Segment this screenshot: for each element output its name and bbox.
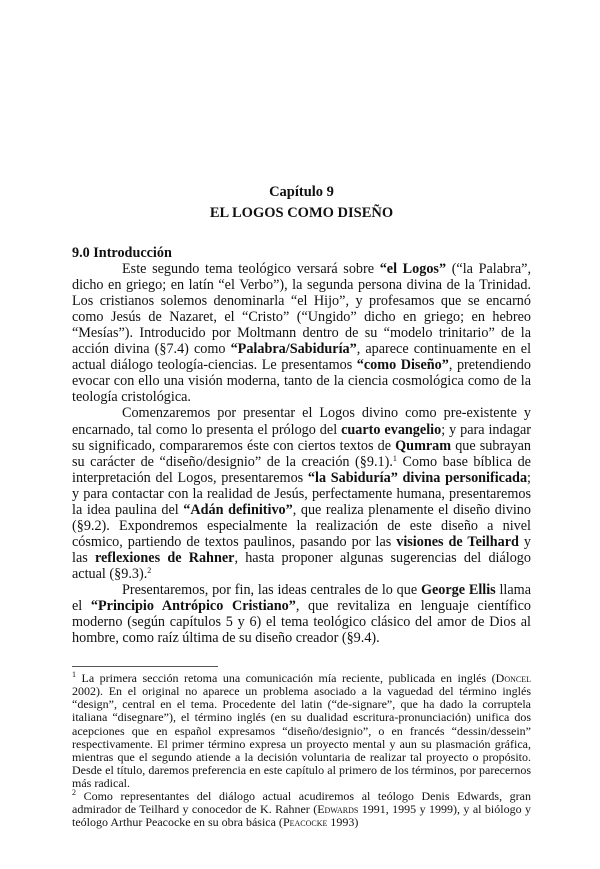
text-run: , que revitaliza en lenguaje científico moderno (según capítulos 5 y 6) el tema teológico clásico del amor de Dios al hombre, como raíz última de su diseño creador (§9.4). bbox=[72, 598, 531, 647]
citation-author: Edwards bbox=[317, 802, 359, 817]
section-body bbox=[72, 245, 531, 646]
text-run: 1993) bbox=[327, 815, 359, 830]
text-run: Este segundo tema teológico versará sobre bbox=[122, 261, 380, 278]
footnote-mark: 2 bbox=[72, 788, 76, 798]
text-run: ; y para indagar su significado, compararemos éste con ciertos textos de bbox=[72, 421, 532, 454]
text-run: Presentaremos, por fin, las ideas centrales de lo que bbox=[122, 581, 421, 598]
bold-term: “Palabra/Sabiduría” bbox=[230, 341, 357, 358]
bold-term: “la Sabiduría” divina personificada bbox=[307, 469, 528, 486]
bold-term: cuarto evangelio bbox=[341, 421, 442, 438]
footnote-mark: 1 bbox=[72, 670, 76, 680]
footnote bbox=[72, 672, 531, 790]
footnotes bbox=[72, 672, 531, 829]
bold-term: George Ellis bbox=[420, 581, 496, 598]
bold-term: “Adán definitivo” bbox=[183, 501, 293, 518]
text-run: 1991, 1995 y 1999), y al biólogo y teólogo Arthur Peacocke en su obra básica ( bbox=[72, 802, 531, 830]
bold-term: “el Logos” bbox=[379, 261, 447, 278]
text-run: La primera sección retoma una comunicación mía reciente, publicada en inglés ( bbox=[76, 671, 496, 686]
section-heading: 9.0 Introducción bbox=[72, 245, 172, 261]
text-run: (“la Palabra”, dicho en griego; en latín “el Verbo”), la segunda persona divina de la Trinidad. Los cristianos solemos denominarla “el Hijo”, y profesamos que se encarnó como Jesús de Nazaret, el “Cristo” (“Ungido” dicho en griego; en hebreo “Mesías”). Introducido por Moltmann dentro de su “modelo trinitario” de la acción divina (§7.4) como bbox=[72, 261, 531, 358]
chapter-number: Capítulo 9 bbox=[269, 184, 334, 200]
text-run: Como base bíblica de interpretación del Logos, presentaremos bbox=[72, 453, 531, 486]
paragraph bbox=[72, 405, 531, 582]
footnote-separator bbox=[72, 666, 218, 667]
text-run: , aparece continuamente en el actual diálogo teología-ciencias. Le presentamos bbox=[72, 341, 532, 374]
text-run: y las bbox=[72, 533, 531, 566]
citation-author: Peacocke bbox=[282, 815, 328, 830]
bold-term: visiones de Teilhard bbox=[396, 533, 519, 550]
text-run: Como representantes del diálogo actual acudiremos al teólogo Denis Edwards, gran admirador de Teilhard y conocedor de K. Rahner ( bbox=[72, 789, 531, 817]
paragraph bbox=[72, 261, 531, 405]
text-run: que subrayan su carácter de “diseño/designio” de la creación (§9.1). bbox=[72, 437, 532, 470]
footnote-ref: 2 bbox=[147, 565, 152, 575]
text-run: , pretendiendo evocar con ello una visión moderna, tanto de la ciencia cosmológica como de la teología cristológica. bbox=[72, 357, 531, 406]
footnote-ref: 1 bbox=[392, 453, 397, 463]
text-run: 2002). En el original no aparece un problema asociado a la vaguedad del término inglés “design”, central en el tema. Procedente del latin (“de-signare”, que ha dado la corruptela italiana “disegnare”), el término inglés (en su dualidad escritura-pronunciación) unifica dos acepciones que en español expresamos “diseño/designio”, o en francés “dessin/dessein” respectivamente. El primer término expresa un proyecto mental y aun su plasmación gráfica, mientras que el segundo atiende a la decisión voluntaria de realizar tal proyecto o propósito. Desde el título, daremos preferencia en este capítulo al primero de los términos, por parecernos más radical. bbox=[72, 684, 531, 790]
text-run: Comenzaremos por presentar el Logos divino como pre-existente y encarnado, tal como lo presenta el prólogo del bbox=[72, 405, 531, 438]
page-spacer bbox=[72, 646, 531, 666]
bold-term: “como Diseño” bbox=[356, 357, 449, 374]
footnote bbox=[72, 790, 531, 829]
bold-term: reflexiones de Rahner bbox=[94, 549, 235, 566]
citation-author: Doncel bbox=[495, 671, 531, 686]
paragraph bbox=[72, 582, 531, 646]
text-run: llama el bbox=[72, 581, 532, 615]
text-run: ; y para contactar con la realidad de Jesús, perfectamente humana, presentaremos la idea paulina del bbox=[72, 469, 531, 518]
text-run: , que realiza plenamente el diseño divino (§9.2). Expondremos especialmente la realización de este diseño a nivel cósmico, partiendo de textos paulinos, pasando por las bbox=[72, 501, 531, 550]
bold-term: Qumram bbox=[395, 437, 452, 454]
chapter-title: EL LOGOS COMO DISEÑO bbox=[209, 205, 394, 221]
text-run: , hasta proponer algunas sugerencias del diálogo actual (§9.3). bbox=[72, 549, 531, 582]
bold-term: “Principio Antrópico Cristiano” bbox=[90, 598, 296, 615]
